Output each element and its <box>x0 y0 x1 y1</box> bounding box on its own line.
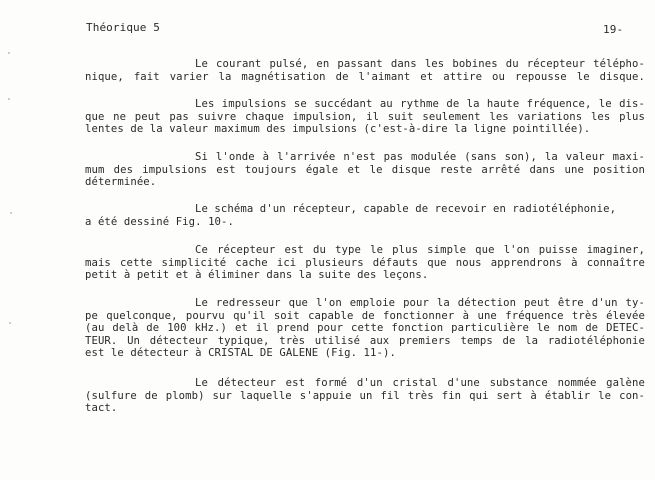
paragraph-line: mais cette simplicité cache ici plusieurs défauts que nous apprendrons à connaître <box>85 256 645 269</box>
paragraph-line: (au delà de 100 kHz.) et il prend pour cette fonction particulière le nom de DETEC- <box>85 322 645 335</box>
paragraph-line: Si l'onde à l'arrivée n'est pas modulée (sans son), la valeur maxi- <box>195 151 645 163</box>
section-header: Théorique 5 <box>86 21 160 34</box>
paragraph-line: (sulfure de plomb) sur laquelle s'appuie un fil très fin qui sert à établir le con- <box>85 389 645 402</box>
paragraph-6 <box>85 297 645 360</box>
scan-speck <box>9 322 11 324</box>
paragraph-line: déterminée. <box>85 176 157 189</box>
paragraph-line: lentes de la valeur maximum des impulsions (c'est-à-dire la ligne pointillée). <box>85 123 591 136</box>
paragraph-line: pe quelconque, pourvu qu'il soit capable de fonctionner à une fréquence très élevée <box>85 309 645 322</box>
paragraph-line: est le détecteur à CRISTAL DE GALENE (Fig. 11-). <box>85 347 396 360</box>
scan-speck <box>8 98 10 100</box>
paragraph-line: a été dessiné Fig. 10-. <box>85 215 234 228</box>
paragraph-1 <box>85 58 645 83</box>
paragraph-line: nique, fait varier la magnétisation de l'aimant et attire ou repousse le disque. <box>85 70 645 83</box>
paragraph-line: mum des impulsions est toujours égale et le disque reste arrêté dans une position <box>85 163 645 176</box>
page-number: 19- <box>603 23 624 36</box>
paragraph-line: Le schéma d'un récepteur, capable de recevoir en radiotéléphonie, <box>195 203 617 215</box>
paragraph-line: Le détecteur est formé d'un cristal d'une substance nommée galène <box>195 377 645 389</box>
paragraph-2 <box>85 98 645 136</box>
paragraph-line: Ce récepteur est du type le plus simple que l'on puisse imaginer, <box>195 244 645 256</box>
paragraph-line: TEUR. Un détecteur typique, très utilisé aux premiers temps de la radiotéléphonie <box>85 334 645 347</box>
paragraph-5 <box>85 244 645 282</box>
scan-speck <box>10 212 12 214</box>
paragraph-3 <box>85 151 645 189</box>
paragraph-line: Le redresseur que l'on emploie pour la détection peut être d'un ty- <box>195 297 645 309</box>
paragraph-line: petit à petit et à éliminer dans la suite des leçons. <box>85 269 429 282</box>
paragraph-7 <box>85 377 645 415</box>
paragraph-line: tact. <box>85 402 118 415</box>
paragraph-line: que ne peut pas suivre chaque impulsion, il suit seulement les variations les plus <box>85 110 645 123</box>
paragraph-line: Les impulsions se succédant au rythme de la haute fréquence, le dis- <box>195 98 645 110</box>
paragraph-4 <box>85 203 645 228</box>
paragraph-line: Le courant pulsé, en passant dans les bobines du récepteur télépho- <box>195 58 645 70</box>
scan-speck <box>8 52 10 54</box>
